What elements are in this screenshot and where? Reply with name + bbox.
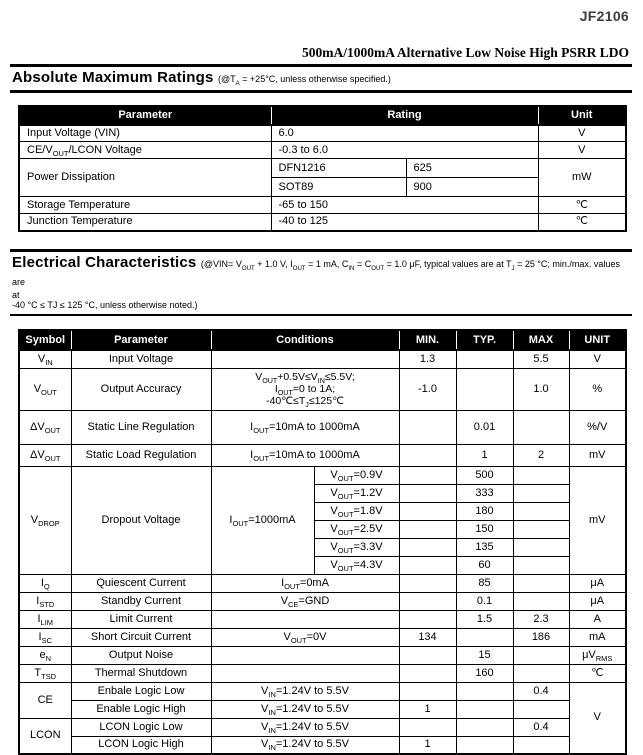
sub-condition-cell: $V_{OUT}=1.8V$ — [314, 502, 399, 520]
max-cell — [513, 700, 569, 718]
max-cell — [513, 592, 569, 610]
divider — [10, 314, 632, 317]
column-header-parameter: Parameter — [71, 330, 211, 350]
parameter-cell: LCON Logic Low — [71, 718, 211, 736]
min-cell: 1 — [399, 736, 456, 754]
max-cell — [513, 646, 569, 664]
symbol-cell: $V_{IN}$ — [19, 350, 71, 368]
conditions-cell — [211, 664, 399, 682]
conditions-cell: $V_{IN}=1.24V$ to 5.5V — [211, 718, 399, 736]
symbol-cell: $T_{TSD}$ — [19, 664, 71, 682]
rating-cell: 6.0 — [271, 125, 538, 142]
parameter-cell: Output Accuracy — [71, 368, 211, 410]
min-cell — [399, 646, 456, 664]
typ-cell: 333 — [456, 484, 513, 502]
min-cell — [399, 444, 456, 466]
min-cell — [399, 466, 456, 484]
min-cell — [399, 682, 456, 700]
max-cell — [513, 484, 569, 502]
max-cell: 0.4 — [513, 682, 569, 700]
unit-cell: mA — [569, 628, 626, 646]
conditions-cell: $V_{IN}=1.24V$ to 5.5V — [211, 736, 399, 754]
max-cell — [513, 664, 569, 682]
rating-cell: -0.3 to 6.0 — [271, 142, 538, 159]
table-row — [19, 646, 626, 664]
max-cell: 2.3 — [513, 610, 569, 628]
max-cell — [513, 466, 569, 484]
min-cell — [399, 664, 456, 682]
unit-cell: A — [569, 610, 626, 628]
doc-header — [0, 0, 643, 61]
symbol-cell: $I_{LIM}$ — [19, 610, 71, 628]
column-header-max: MAX — [513, 330, 569, 350]
sub-condition-cell: $V_{OUT}=3.3V$ — [314, 538, 399, 556]
table-row — [19, 159, 626, 178]
sub-condition-cell: $V_{OUT}=4.3V$ — [314, 556, 399, 574]
section-note: at — [12, 289, 20, 300]
typ-cell — [456, 350, 513, 368]
sub-condition-cell: $V_{OUT}=2.5V$ — [314, 520, 399, 538]
table-row — [19, 700, 626, 718]
table-row — [19, 736, 626, 754]
min-cell — [399, 592, 456, 610]
typ-cell: 15 — [456, 646, 513, 664]
unit-cell: %/V — [569, 410, 626, 444]
column-header-conditions: Conditions — [211, 330, 399, 350]
unit-cell: V — [538, 142, 626, 159]
typ-cell — [456, 718, 513, 736]
min-cell: 134 — [399, 628, 456, 646]
abs-max-heading — [10, 67, 632, 90]
section-title: Absolute Maximum Ratings — [12, 69, 214, 86]
min-cell — [399, 502, 456, 520]
typ-cell — [456, 368, 513, 410]
min-cell — [399, 718, 456, 736]
unit-cell: mW — [538, 159, 626, 197]
max-cell: 1.0 — [513, 368, 569, 410]
unit-cell: μA — [569, 574, 626, 592]
column-header-symbol: Symbol — [19, 330, 71, 350]
parameter-cell: Output Noise — [71, 646, 211, 664]
unit-cell: V — [538, 125, 626, 142]
rating-cell: -65 to 150 — [271, 197, 538, 214]
min-cell — [399, 520, 456, 538]
conditions-cell — [211, 350, 399, 368]
max-cell — [513, 538, 569, 556]
typ-cell: 500 — [456, 466, 513, 484]
typ-cell: 0.01 — [456, 410, 513, 444]
symbol-cell: CE — [19, 682, 71, 718]
symbol-cell: $I_Q$ — [19, 574, 71, 592]
typ-cell: 60 — [456, 556, 513, 574]
typ-cell: 85 — [456, 574, 513, 592]
column-header-rating: Rating — [271, 106, 538, 125]
unit-cell: % — [569, 368, 626, 410]
table-header-row — [19, 330, 626, 350]
unit-cell: μA — [569, 592, 626, 610]
max-cell — [513, 556, 569, 574]
typ-cell — [456, 682, 513, 700]
symbol-cell: $V_{DROP}$ — [19, 466, 71, 574]
symbol-cell: $e_N$ — [19, 646, 71, 664]
sub-condition-cell: $V_{OUT}=0.9V$ — [314, 466, 399, 484]
conditions-cell: $I_{OUT}=0mA$ — [211, 574, 399, 592]
typ-cell: 1 — [456, 444, 513, 466]
max-cell — [513, 574, 569, 592]
rating-cell: 900 — [406, 178, 538, 197]
table-row — [19, 444, 626, 466]
max-cell — [513, 502, 569, 520]
symbol-cell: $\Delta V_{OUT}$ — [19, 444, 71, 466]
typ-cell: 1.5 — [456, 610, 513, 628]
min-cell — [399, 610, 456, 628]
typ-cell: 150 — [456, 520, 513, 538]
conditions-cell: $I_{OUT}=10mA$ to 1000mA — [211, 410, 399, 444]
typ-cell: 180 — [456, 502, 513, 520]
part-number: JF2106 — [579, 8, 629, 24]
parameter-cell: LCON Logic High — [71, 736, 211, 754]
sub-condition-cell: $V_{OUT}=1.2V$ — [314, 484, 399, 502]
table-row — [19, 682, 626, 700]
unit-cell: mV — [569, 444, 626, 466]
conditions-cell: $I_{OUT}=1000mA$ — [211, 466, 314, 574]
table-row — [19, 610, 626, 628]
parameter-cell: Static Line Regulation — [71, 410, 211, 444]
rating-cell: -40 to 125 — [271, 214, 538, 231]
table-row — [19, 664, 626, 682]
conditions-cell: $V_{IN}=1.24V$ to 5.5V — [211, 700, 399, 718]
typ-cell — [456, 628, 513, 646]
parameter-cell: Enbale Logic Low — [71, 682, 211, 700]
table-row — [19, 410, 626, 444]
typ-cell: 0.1 — [456, 592, 513, 610]
unit-cell: ℃ — [569, 664, 626, 682]
max-cell: 0.4 — [513, 718, 569, 736]
unit-cell: $\mu V_{RMS}$ — [569, 646, 626, 664]
table-row — [19, 214, 626, 231]
unit-cell: ℃ — [538, 197, 626, 214]
conditions-cell: $V_{CE}=GND$ — [211, 592, 399, 610]
doc-subtitle: 500mA/1000mA Alternative Low Noise High PSRR LDO — [302, 45, 629, 60]
section-title: Electrical Characteristics — [12, 253, 197, 271]
parameter-cell: Enable Logic High — [71, 700, 211, 718]
unit-cell: mV — [569, 466, 626, 574]
table-row — [19, 350, 626, 368]
symbol-cell: $V_{OUT}$ — [19, 368, 71, 410]
min-cell — [399, 484, 456, 502]
column-header-typ: TYP. — [456, 330, 513, 350]
parameter-cell: Power Dissipation — [19, 159, 271, 197]
column-header-min: MIN. — [399, 330, 456, 350]
conditions-cell: $V_{OUT}=0V$ — [211, 628, 399, 646]
parameter-cell: Input Voltage (VIN) — [19, 125, 271, 142]
min-cell: -1.0 — [399, 368, 456, 410]
table-row — [19, 466, 626, 484]
conditions-cell — [211, 646, 399, 664]
unit-cell: ℃ — [538, 214, 626, 231]
table-row — [19, 628, 626, 646]
column-header-unit: Unit — [538, 106, 626, 125]
typ-cell — [456, 736, 513, 754]
symbol-cell: $I_{SC}$ — [19, 628, 71, 646]
elec-char-heading — [10, 252, 632, 314]
parameter-cell: Junction Temperature — [19, 214, 271, 231]
conditions-cell: $I_{OUT}=10mA$ to 1000mA — [211, 444, 399, 466]
column-header-unit: UNIT — [569, 330, 626, 350]
max-cell — [513, 736, 569, 754]
parameter-cell: Input Voltage — [71, 350, 211, 368]
package-cell: DFN1216 — [271, 159, 406, 178]
table-row — [19, 574, 626, 592]
min-cell — [399, 410, 456, 444]
parameter-cell: Dropout Voltage — [71, 466, 211, 574]
min-cell — [399, 556, 456, 574]
section-note: (@VIN= $V_{OUT} + 1.0$ V, $I_{OUT} = 1$ mA, $C_{IN} = C_{OUT} = 1.0$ μF, typical values are at $T_J = 25$ °C; min./max. values are — [12, 258, 620, 287]
typ-cell: 160 — [456, 664, 513, 682]
column-header-parameter: Parameter — [19, 106, 271, 125]
package-cell: SOT89 — [271, 178, 406, 197]
typ-cell: 135 — [456, 538, 513, 556]
table-header-row — [19, 106, 626, 125]
min-cell: 1 — [399, 700, 456, 718]
max-cell: 2 — [513, 444, 569, 466]
section-note: ($@T_A = +25^\circ C$, unless otherwise specified.) — [217, 74, 391, 87]
parameter-cell: Limit Current — [71, 610, 211, 628]
symbol-cell: $I_{STD}$ — [19, 592, 71, 610]
elec-char-table — [18, 329, 627, 755]
table-row — [19, 125, 626, 142]
max-cell: 186 — [513, 628, 569, 646]
conditions-cell: $V_{OUT}+0.5V\le V_{IN}\le 5.5V$; $I_{OUT}=0$ to 1A; $-40℃\le T_J\le 125℃$ — [211, 368, 399, 410]
section-note: -40 °C ≤ TJ ≤ 125 °C, unless otherwise noted.) — [12, 300, 198, 310]
unit-cell: V — [569, 350, 626, 368]
parameter-cell: Storage Temperature — [19, 197, 271, 214]
parameter-cell: Static Load Regulation — [71, 444, 211, 466]
parameter-cell: Quiescent Current — [71, 574, 211, 592]
parameter-cell: $CE/V_{OUT}$/LCON Voltage — [19, 142, 271, 159]
parameter-cell: Thermal Shutdown — [71, 664, 211, 682]
parameter-cell: Standby Current — [71, 592, 211, 610]
typ-cell — [456, 700, 513, 718]
max-cell: 5.5 — [513, 350, 569, 368]
min-cell: 1.3 — [399, 350, 456, 368]
max-cell — [513, 520, 569, 538]
divider — [10, 90, 632, 93]
symbol-cell: $\Delta V_{OUT}$ — [19, 410, 71, 444]
min-cell — [399, 574, 456, 592]
conditions-cell: $V_{IN}=1.24V$ to 5.5V — [211, 682, 399, 700]
table-row — [19, 197, 626, 214]
table-row — [19, 592, 626, 610]
rating-cell: 625 — [406, 159, 538, 178]
unit-cell: V — [569, 682, 626, 754]
table-row — [19, 718, 626, 736]
table-row — [19, 142, 626, 159]
symbol-cell: LCON — [19, 718, 71, 754]
conditions-cell — [211, 610, 399, 628]
parameter-cell: Short Circuit Current — [71, 628, 211, 646]
max-cell — [513, 410, 569, 444]
table-row — [19, 368, 626, 410]
min-cell — [399, 538, 456, 556]
abs-max-table — [18, 105, 627, 232]
